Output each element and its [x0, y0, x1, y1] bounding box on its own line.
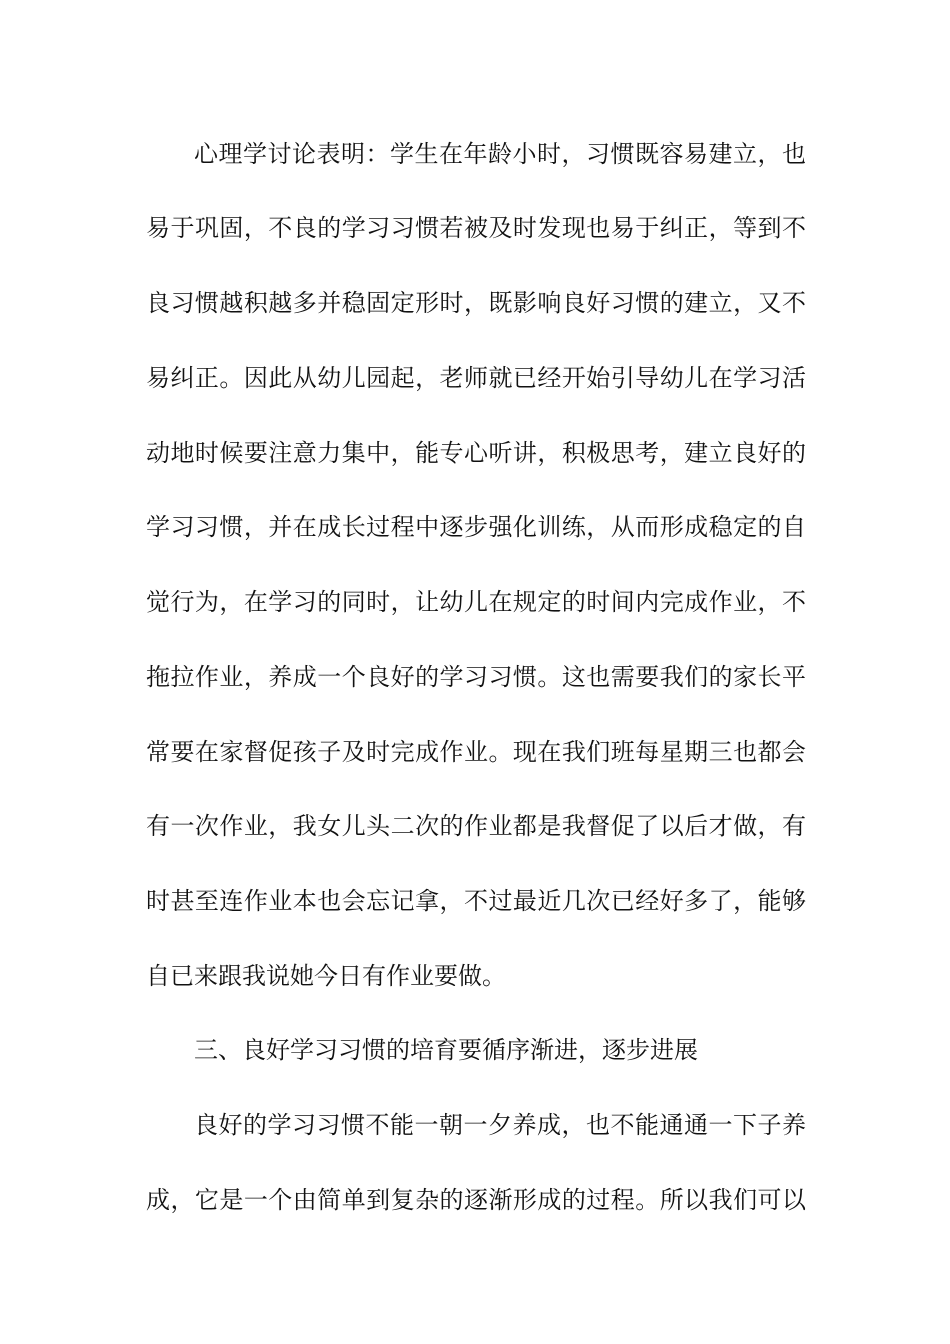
paragraph-line: 易于巩固，不良的学习习惯若被及时发现也易于纠正，等到不 — [146, 214, 806, 242]
section-heading: 三、良好学习习惯的培育要循序渐进，逐步进展 — [194, 1036, 698, 1064]
paragraph-line: 良习惯越积越多并稳固定形时，既影响良好习惯的建立，又不 — [146, 289, 806, 317]
paragraph-line: 成，它是一个由简单到复杂的逐渐形成的过程。所以我们可以 — [146, 1186, 806, 1214]
paragraph-line: 易纠正。因此从幼儿园起，老师就已经开始引导幼儿在学习活 — [146, 364, 806, 392]
paragraph-line: 时甚至连作业本也会忘记拿，不过最近几次已经好多了，能够 — [146, 887, 806, 915]
paragraph-line: 心理学讨论表明：学生在年龄小时，习惯既容易建立，也 — [194, 140, 806, 168]
paragraph-line: 常要在家督促孩子及时完成作业。现在我们班每星期三也都会 — [146, 738, 806, 766]
paragraph-line: 觉行为，在学习的同时，让幼儿在规定的时间内完成作业，不 — [146, 588, 806, 616]
paragraph-line: 良好的学习习惯不能一朝一夕养成，也不能通通一下子养 — [194, 1111, 806, 1139]
paragraph-line: 自已来跟我说她今日有作业要做。 — [146, 962, 506, 990]
paragraph-line: 学习习惯，并在成长过程中逐步强化训练，从而形成稳定的自 — [146, 513, 806, 541]
paragraph-line: 有一次作业，我女儿头二次的作业都是我督促了以后才做，有 — [146, 812, 806, 840]
paragraph-line: 拖拉作业，养成一个良好的学习习惯。这也需要我们的家长平 — [146, 663, 806, 691]
paragraph-line: 动地时候要注意力集中，能专心听讲，积极思考，建立良好的 — [146, 439, 806, 467]
